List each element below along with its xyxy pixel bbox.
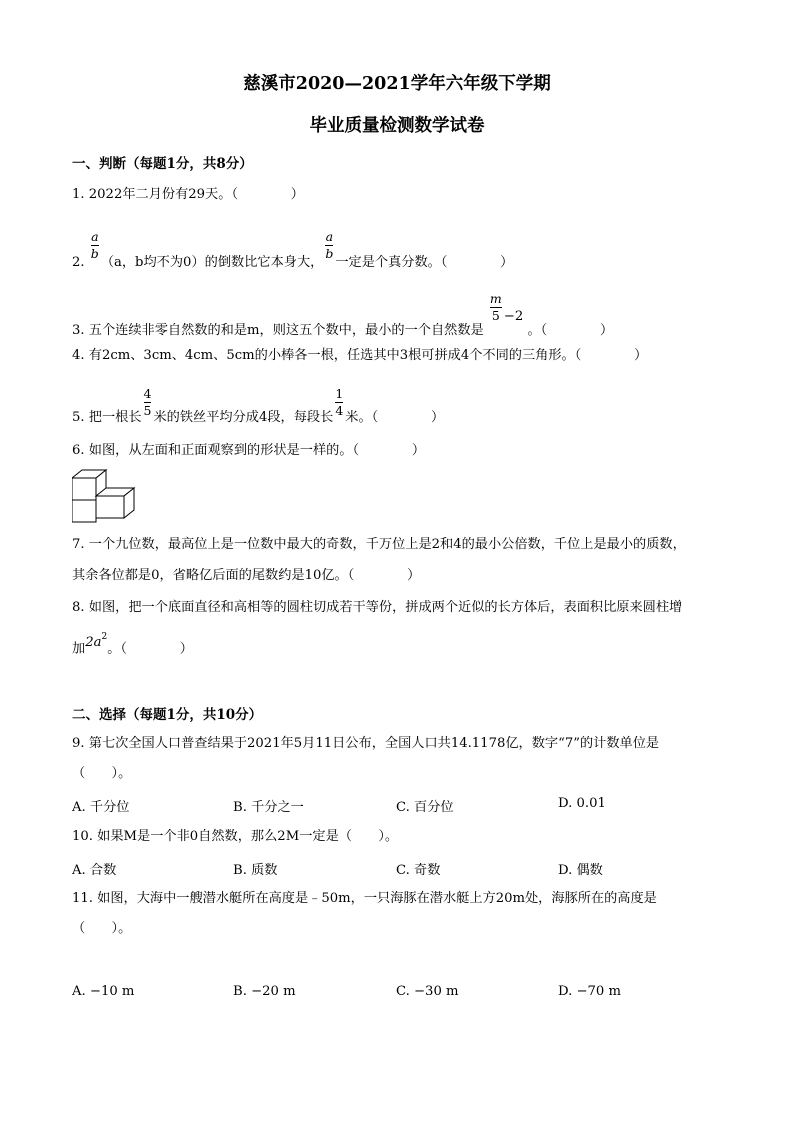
fraction-4-over-5: $\frac{4}{5}$ (143, 386, 152, 418)
question-6: 6. 如图，从左面和正面观察到的形状是一样的。（ ） (72, 443, 426, 458)
fraction-a-over-b: $\frac{a}{b}$ (90, 229, 99, 261)
question-3 (72, 292, 613, 340)
question-8-prefix: 加 (72, 641, 86, 657)
question-2-number: 2. (72, 255, 85, 270)
question-5-text-2: 米的铁丝平均分成4段，每段长 (153, 410, 334, 425)
question-9-line-2: （ ）。 (72, 766, 132, 781)
expression-2a: 2a (85, 635, 102, 651)
title-line-1: 慈溪市2020—2021学年六年级下学期 (243, 74, 551, 94)
question-9-option-d[interactable]: D. 0.01 (558, 796, 606, 811)
fraction-a-over-b-2: $\frac{a}{b}$ (325, 229, 334, 261)
question-2 (72, 230, 513, 272)
question-9-option-a[interactable]: A. 千分位 (72, 800, 130, 815)
question-9-option-c[interactable]: C. 百分位 (396, 800, 454, 815)
exponent-2: 2 (101, 632, 108, 642)
question-5 (72, 387, 444, 427)
question-9-line-1: 9. 第七次全国人口普查结果于2021年5月11日公布，全国人口共14.1178亿，数字“7”的计数单位是 (72, 736, 660, 751)
section-judge-heading: 一、判断（每题1分，共8分） (72, 156, 253, 172)
question-11-line-2: （ ）。 (72, 921, 132, 936)
question-3-minus-two: −2 (503, 309, 524, 324)
question-5-text-1: 5. 把一根长 (72, 410, 142, 425)
title-line-2: 毕业质量检测数学试卷 (309, 116, 485, 136)
question-11-line-1: 11. 如图，大海中一艘潜水艇所在高度是﹣50m，一只海豚在潜水艇上方20m处，海豚所在的高度是 (72, 891, 657, 906)
question-11-option-a[interactable]: A. −10 m (72, 984, 135, 999)
question-10-line-1: 10. 如果M是一个非0自然数，那么2M一定是（ ）。 (72, 829, 399, 844)
question-1: 1. 2022年二月份有29天。（ ） (72, 187, 304, 202)
question-11-option-b[interactable]: B. −20 m (233, 984, 296, 999)
question-11-option-d[interactable]: D. −70 m (558, 984, 622, 999)
question-2-text-1: （a，b均不为0）的倒数比它本身大， (100, 255, 324, 270)
question-10-option-b[interactable]: B. 质数 (233, 863, 278, 878)
fraction-1-over-4: $\frac{1}{4}$ (335, 386, 344, 418)
question-4: 4. 有2cm、3cm、4cm、5cm的小棒各一根，任选其中3根可拼成4个不同的三角形。（ ） (72, 348, 648, 363)
question-8-suffix: 。（ ） (107, 641, 193, 657)
question-5-text-3: 米。（ ） (345, 410, 445, 425)
question-8-line-1: 8. 如图，把一个底面直径和高相等的圆柱切成若干等份，拼成两个近似的长方体后，表面积比原来圆柱增 (72, 600, 683, 615)
fraction-m-over-5: $\frac{m}{5}$ (489, 291, 502, 323)
question-10-option-a[interactable]: A. 合数 (72, 863, 117, 878)
question-11-option-c[interactable]: C. −30 m (396, 984, 459, 999)
question-10-option-c[interactable]: C. 奇数 (396, 863, 441, 878)
question-9-option-b[interactable]: B. 千分之一 (233, 800, 304, 815)
question-7-line-2: 其余各位都是0，省略亿后面的尾数约是10亿。（ ） (72, 568, 421, 583)
question-7-line-1: 7. 一个九位数，最高位上是一位数中最大的奇数，千万位上是2和4的最小公倍数，千位上是最小的质数， (72, 537, 686, 552)
question-3-text-2: 。（ ） (527, 323, 614, 338)
question-10-option-d[interactable]: D. 偶数 (558, 863, 603, 878)
question-3-text-1: 3. 五个连续非零自然数的和是m，则这五个数中，最小的一个自然数是 (72, 323, 484, 338)
cube-stack-figure (72, 468, 138, 526)
question-8-line-2 (72, 632, 193, 658)
section-choice-heading: 二、选择（每题1分，共10分） (72, 707, 263, 723)
question-2-text-2: 一定是个真分数。（ ） (335, 255, 514, 270)
